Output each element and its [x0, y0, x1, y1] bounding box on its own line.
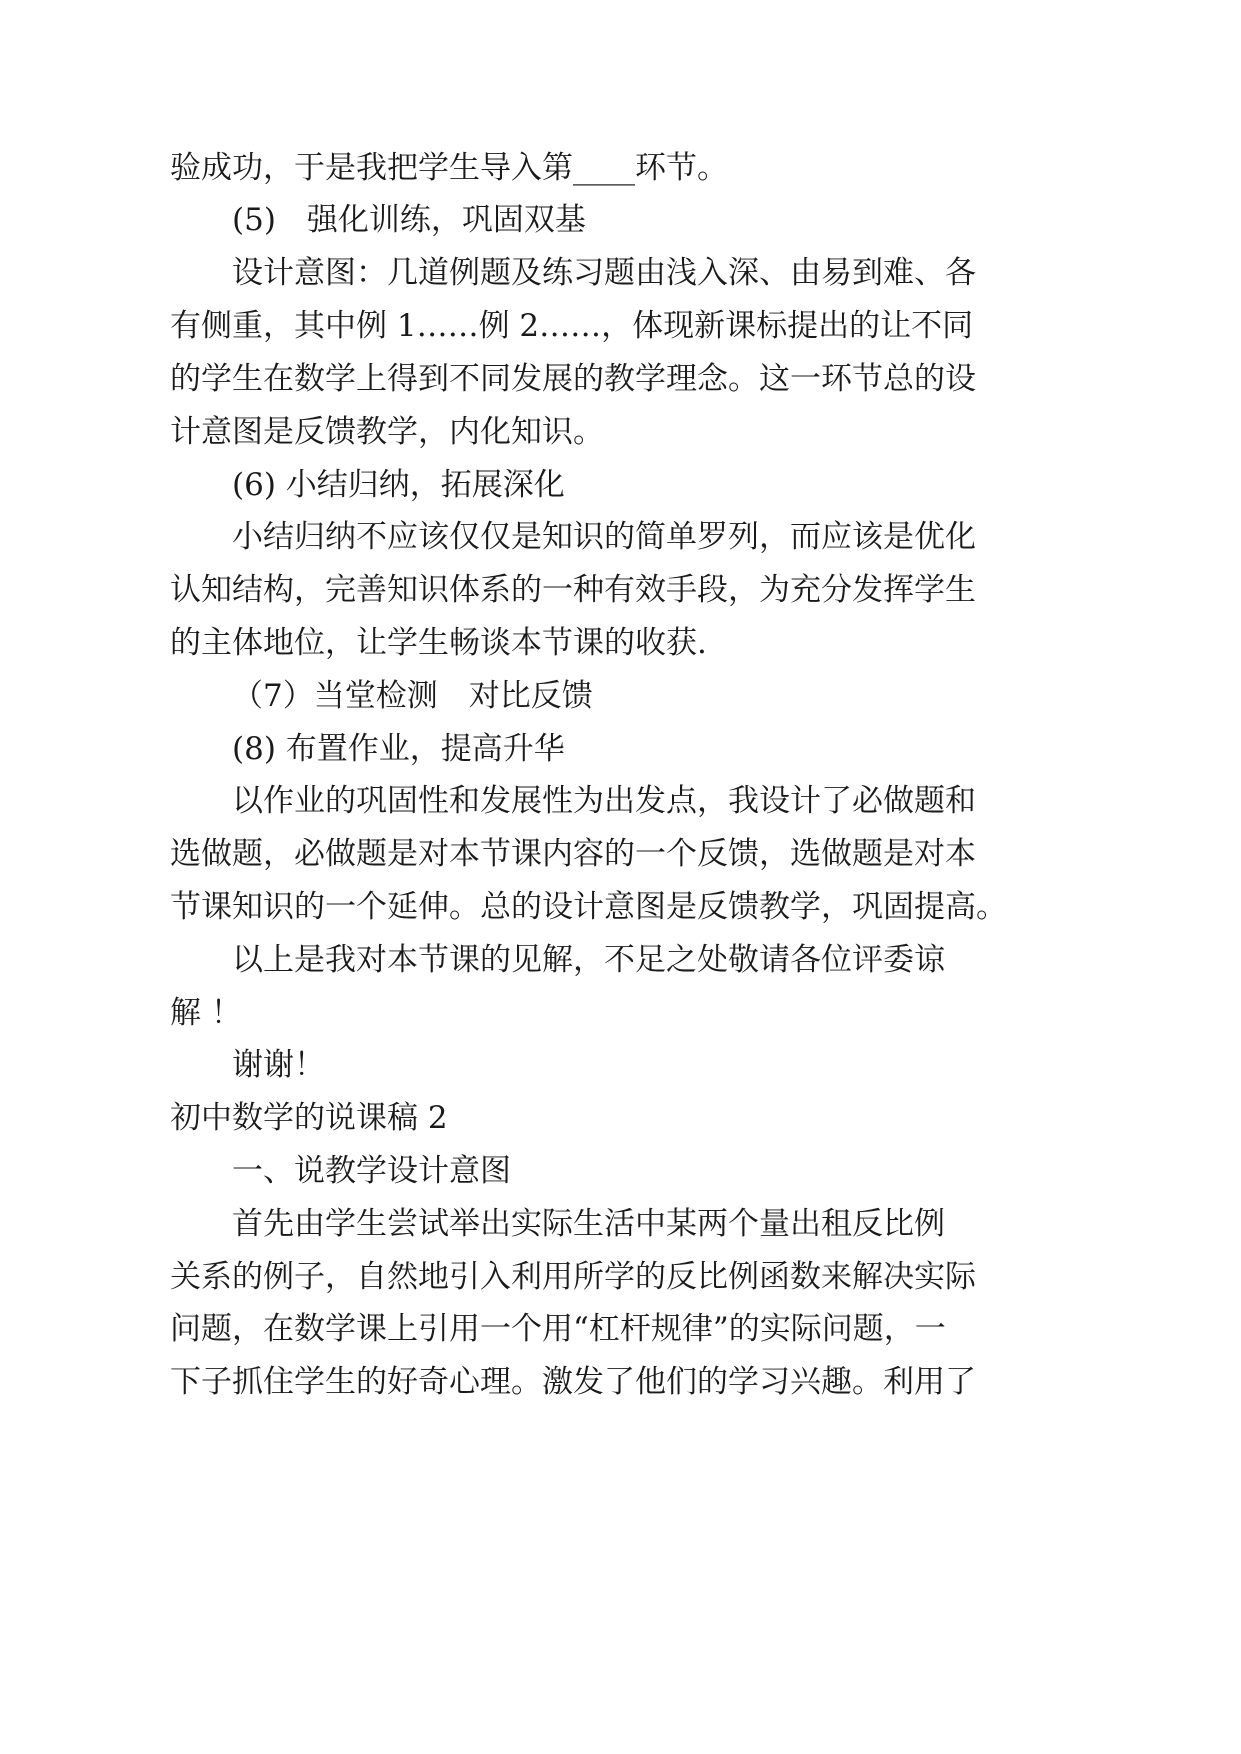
document-title: 初中数学的说课稿 2: [170, 1100, 448, 1136]
section-heading: (8) 布置作业，提高升华: [232, 731, 565, 767]
text-line: 小结归纳不应该仅仅是知识的简单罗列，而应该是优化: [232, 519, 976, 555]
text-line: 下子抓住学生的好奇心理。激发了他们的学习兴趣。利用了: [170, 1364, 976, 1400]
text-line: 计意图是反馈教学，内化知识。: [170, 414, 604, 450]
text-line: 解 ！: [170, 995, 242, 1031]
text-line: 设计意图：几道例题及练习题由浅入深、由易到难、各: [232, 255, 976, 291]
text-line: 的主体地位，让学生畅谈本节课的收获.: [170, 625, 707, 661]
text-line: 问题，在数学课上引用一个用“杠杆规律”的实际问题，一: [170, 1311, 946, 1347]
text-line: 选做题，必做题是对本节课内容的一个反馈，选做题是对本: [170, 836, 976, 872]
text-line: 关系的例子，自然地引入利用所学的反比例函数来解决实际: [170, 1259, 976, 1295]
section-heading: （7）当堂检测 对比反馈: [232, 678, 593, 714]
text-line: 谢谢！: [232, 1047, 325, 1083]
section-heading: (5) 强化训练，巩固双基: [232, 202, 586, 238]
text-line: 节课知识的一个延伸。总的设计意图是反馈教学，巩固提高。: [170, 889, 1007, 925]
text-line: 以作业的巩固性和发展性为出发点，我设计了必做题和: [232, 783, 976, 819]
section-heading: 一、说教学设计意图: [232, 1153, 511, 1189]
text-line: 验成功，于是我把学生导入第____环节。: [170, 150, 728, 186]
text-line: 认知结构，完善知识体系的一种有效手段，为充分发挥学生: [170, 572, 976, 608]
section-heading: (6) 小结归纳，拓展深化: [232, 467, 565, 503]
text-line: 以上是我对本节课的见解，不足之处敬请各位评委谅: [232, 942, 945, 978]
text-line: 的学生在数学上得到不同发展的教学理念。这一环节总的设: [170, 361, 976, 397]
text-line: 首先由学生尝试举出实际生活中某两个量出租反比例: [232, 1206, 945, 1242]
text-line: 有侧重，其中例 1……例 2……，体现新课标提出的让不同: [170, 308, 974, 344]
